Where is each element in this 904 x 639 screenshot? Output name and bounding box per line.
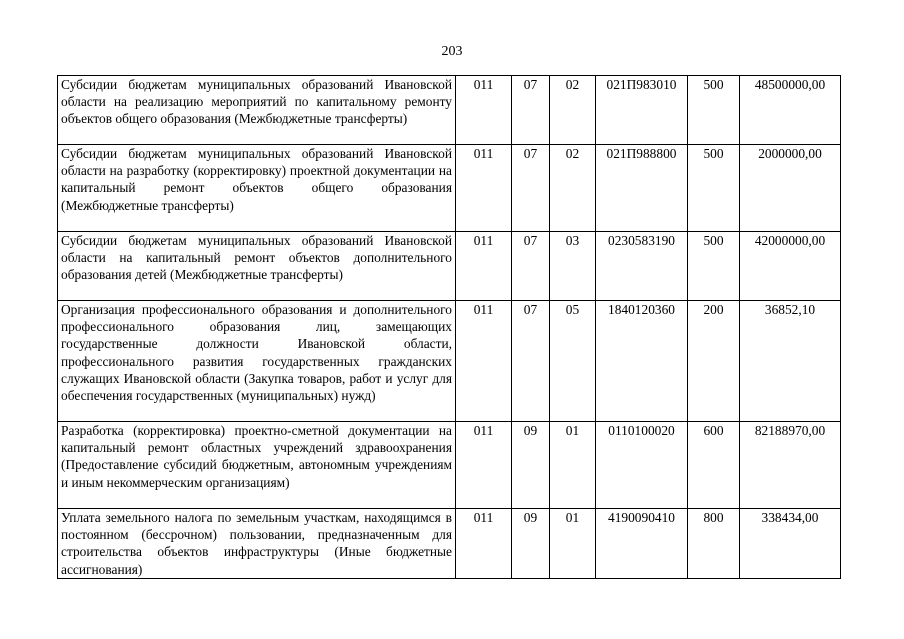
row-name-cell: Субсидии бюджетам муниципальных образований Ивановской области на капитальный ремонт объектов дополнительного образования детей (Межбюджетные трансферты) [58, 232, 456, 301]
subsection-code-cell: 01 [550, 509, 596, 579]
row-name-cell: Организация профессионального образования и дополнительного профессионального образования лиц, замещающих государственные должности Ивановской области, профессионального развития государственных гражданских служащих Ивановской области (Закупка товаров, работ и услуг для обеспечения государственных (муниципальных) нужд) [58, 301, 456, 422]
table-row [58, 76, 841, 145]
table-row [58, 422, 841, 509]
amount-cell: 338434,00 [740, 509, 841, 579]
ministry-code-cell: 011 [456, 422, 512, 509]
amount-cell: 42000000,00 [740, 232, 841, 301]
expense-type-cell: 500 [688, 76, 740, 145]
amount-cell: 82188970,00 [740, 422, 841, 509]
section-code-cell: 09 [512, 509, 550, 579]
section-code-cell: 07 [512, 76, 550, 145]
table-row [58, 301, 841, 422]
section-code-cell: 07 [512, 232, 550, 301]
table-row [58, 145, 841, 232]
row-name-cell: Уплата земельного налога по земельным участкам, находящимся в постоянном (бессрочном) пользовании, предназначенным для строительства объектов инфраструктуры (Иные бюджетные ассигнования) [58, 509, 456, 579]
subsection-code-cell: 01 [550, 422, 596, 509]
target-article-cell: 021П988800 [596, 145, 688, 232]
expense-type-cell: 800 [688, 509, 740, 579]
subsection-code-cell: 03 [550, 232, 596, 301]
row-name-cell: Субсидии бюджетам муниципальных образований Ивановской области на разработку (корректировку) проектной документации на капитальный ремонт объектов общего образования (Межбюджетные трансферты) [58, 145, 456, 232]
target-article-cell: 4190090410 [596, 509, 688, 579]
ministry-code-cell: 011 [456, 145, 512, 232]
amount-cell: 36852,10 [740, 301, 841, 422]
target-article-cell: 0110100020 [596, 422, 688, 509]
amount-cell: 2000000,00 [740, 145, 841, 232]
ministry-code-cell: 011 [456, 301, 512, 422]
subsection-code-cell: 02 [550, 76, 596, 145]
section-code-cell: 07 [512, 301, 550, 422]
subsection-code-cell: 02 [550, 145, 596, 232]
page-number: 203 [441, 44, 463, 59]
target-article-cell: 021П983010 [596, 76, 688, 145]
target-article-cell: 1840120360 [596, 301, 688, 422]
section-code-cell: 09 [512, 422, 550, 509]
table-row [58, 232, 841, 301]
ministry-code-cell: 011 [456, 76, 512, 145]
ministry-code-cell: 011 [456, 232, 512, 301]
expense-type-cell: 600 [688, 422, 740, 509]
table-row [58, 509, 841, 579]
target-article-cell: 0230583190 [596, 232, 688, 301]
budget-table [57, 75, 841, 579]
row-name-cell: Разработка (корректировка) проектно-сметной документации на капитальный ремонт областных учреждений здравоохранения (Предоставление субсидий бюджетным, автономным учреждениям и иным некоммерческим организациям) [58, 422, 456, 509]
ministry-code-cell: 011 [456, 509, 512, 579]
section-code-cell: 07 [512, 145, 550, 232]
expense-type-cell: 500 [688, 145, 740, 232]
expense-type-cell: 500 [688, 232, 740, 301]
row-name-cell: Субсидии бюджетам муниципальных образований Ивановской области на реализацию мероприятий по капитальному ремонту объектов общего образования (Межбюджетные трансферты) [58, 76, 456, 145]
amount-cell: 48500000,00 [740, 76, 841, 145]
expense-type-cell: 200 [688, 301, 740, 422]
subsection-code-cell: 05 [550, 301, 596, 422]
